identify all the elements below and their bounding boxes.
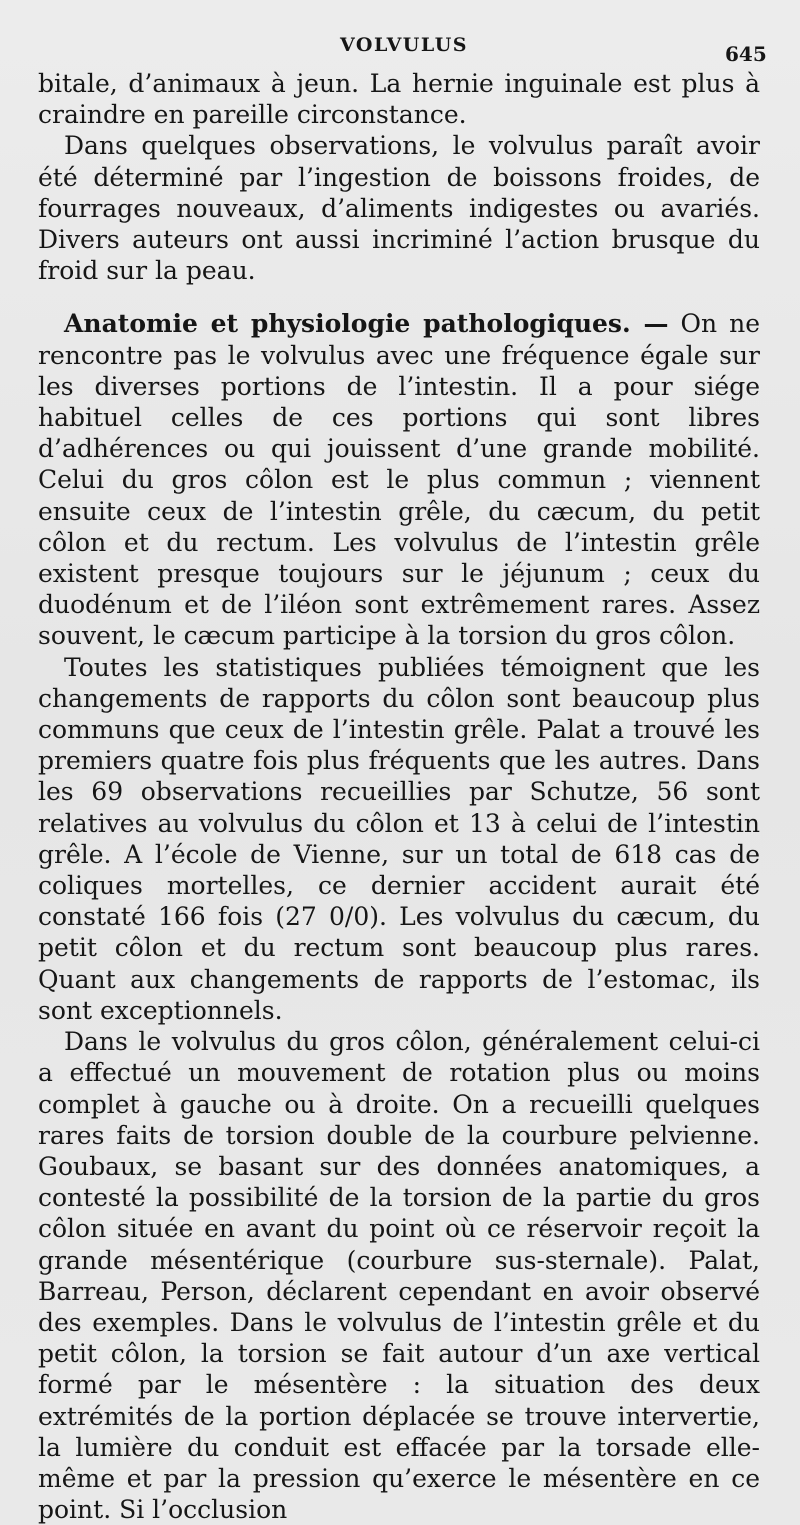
page-number: 645 [725, 42, 767, 66]
section-heading: Anatomie et physiologie pathologiques. — [64, 309, 669, 339]
paragraph-causes: Dans quelques observations, le volvulus paraît avoir été déterminé par l’ingestion de boissons froides, de fourrages nouveaux, d’aliments indigestes ou avariés. Divers auteurs ont aussi incriminé l’action brusque du froid sur la peau. [38, 131, 760, 286]
running-title: VOLVULUS [340, 34, 468, 56]
paragraph-statistics: Toutes les statistiques publiées témoignent que les changements de rapports du côlon sont beaucoup plus communs que ceux de l’intestin grêle. Palat a trouvé les premiers quatre fois plus fréquents que les autres. Dans les 69 observations recueillies par Schutze, 56 sont relatives au volvulus du côlon et 13 à celui de l’intestin grêle. A l’école de Vienne, sur un total de 618 cas de coliques mortelles, ce dernier accident aurait été constaté 166 fois (27 0/0). Les volvulus du cæcum, du petit côlon et du rectum sont beaucoup plus rares. Quant aux changements de rapports de l’estomac, ils sont exceptionnels. [38, 652, 760, 1025]
paragraph-continuation: bitale, d’animaux à jeun. La hernie inguinale est plus à craindre en pareille circonstance. [38, 69, 760, 130]
page-header [0, 32, 800, 66]
paragraph-anatomy [38, 308, 760, 651]
section-gap [38, 286, 760, 308]
body-text [38, 68, 760, 1525]
paragraph-anatomy-text: On ne rencontre pas le volvulus avec une fréquence égale sur les diverses portions de l’intestin. Il a pour siége habituel celles de ces portions qui sont libres d’adhérences ou qui jouissent d’une grande mobilité. Celui du gros côlon est le plus commun ; viennent ensuite ceux de l’intestin grêle, du cæcum, du petit côlon et du rectum. Les volvulus de l’intestin grêle existent presque toujours sur le jéjunum ; ceux du duodénum et de l’iléon sont extrêmement rares. Assez souvent, le cæcum participe à la torsion du gros côlon. [38, 309, 761, 651]
paragraph-gros-colon: Dans le volvulus du gros côlon, généralement celui-ci a effectué un mouvement de rotation plus ou moins complet à gauche ou à droite. On a recueilli quelques rares faits de torsion double de la courbure pelvienne. Goubaux, se basant sur des données anatomiques, a contesté la possibilité de la torsion de la partie du gros côlon située en avant du point où ce réservoir reçoit la grande mésentérique (courbure sus-sternale). Palat, Barreau, Person, déclarent cependant en avoir observé des exemples. Dans le volvulus de l’intestin grêle et du petit côlon, la torsion se fait autour d’un axe vertical formé par le mésentère : la situation des deux extrémités de la portion déplacée se trouve intervertie, la lumière du conduit est effacée par la torsade elle-même et par la pression qu’exerce le mésentère en ce point. Si l’occlusion [38, 1027, 760, 1525]
